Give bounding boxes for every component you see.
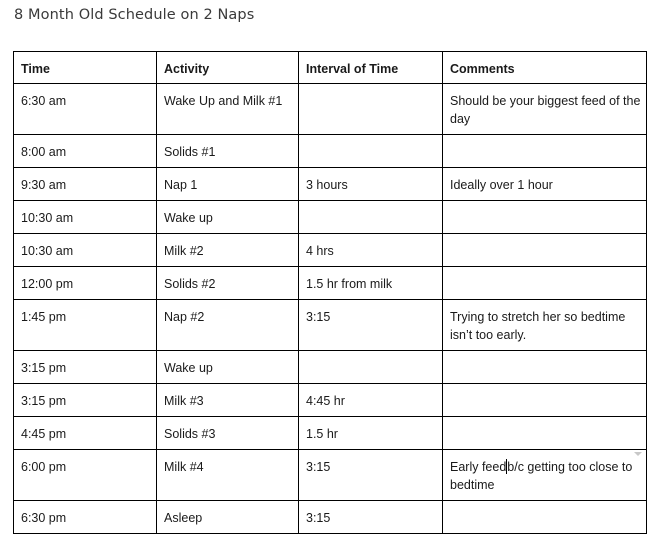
interval-cell[interactable]: 3:15 bbox=[299, 501, 443, 534]
time-cell[interactable]: 6:30 pm bbox=[14, 501, 157, 534]
comments-cell[interactable] bbox=[443, 351, 647, 384]
time-cell[interactable]: 10:30 am bbox=[14, 234, 157, 267]
comments-cell[interactable] bbox=[443, 501, 647, 534]
time-cell[interactable]: 4:45 pm bbox=[14, 417, 157, 450]
comments-cell[interactable] bbox=[443, 450, 647, 501]
comments-cell[interactable] bbox=[443, 384, 647, 417]
time-cell[interactable]: 10:30 am bbox=[14, 201, 157, 234]
table-row bbox=[14, 84, 647, 135]
comments-cell[interactable] bbox=[443, 234, 647, 267]
comments-cell[interactable] bbox=[443, 201, 647, 234]
page-title: 8 Month Old Schedule on 2 Naps bbox=[14, 7, 255, 23]
table-row bbox=[14, 450, 647, 501]
interval-cell[interactable]: 3:15 bbox=[299, 450, 443, 501]
time-cell[interactable]: 6:30 am bbox=[14, 84, 157, 135]
column-header-activity[interactable]: Activity bbox=[157, 52, 299, 84]
interval-cell[interactable] bbox=[299, 135, 443, 168]
interval-cell[interactable]: 1.5 hr bbox=[299, 417, 443, 450]
time-cell[interactable]: 3:15 pm bbox=[14, 384, 157, 417]
activity-cell[interactable]: Asleep bbox=[157, 501, 299, 534]
activity-cell[interactable]: Solids #3 bbox=[157, 417, 299, 450]
table-row bbox=[14, 135, 647, 168]
interval-cell[interactable]: 3 hours bbox=[299, 168, 443, 201]
comments-cell[interactable] bbox=[443, 267, 647, 300]
time-cell[interactable]: 9:30 am bbox=[14, 168, 157, 201]
interval-cell[interactable] bbox=[299, 84, 443, 135]
cell-dropdown-icon[interactable] bbox=[634, 452, 642, 456]
table-row bbox=[14, 501, 647, 534]
time-cell[interactable]: 6:00 pm bbox=[14, 450, 157, 501]
table-row bbox=[14, 384, 647, 417]
column-header-time[interactable]: Time bbox=[14, 52, 157, 84]
table-header-row bbox=[14, 52, 647, 84]
table-row bbox=[14, 267, 647, 300]
table-row bbox=[14, 201, 647, 234]
comments-cell[interactable] bbox=[443, 417, 647, 450]
comment-text-before-cursor: Early feed bbox=[450, 460, 507, 474]
interval-cell[interactable]: 1.5 hr from milk bbox=[299, 267, 443, 300]
table-row bbox=[14, 168, 647, 201]
comments-cell[interactable]: Should be your biggest feed of the day bbox=[443, 84, 647, 135]
time-cell[interactable]: 3:15 pm bbox=[14, 351, 157, 384]
schedule-table bbox=[13, 51, 647, 534]
time-cell[interactable]: 12:00 pm bbox=[14, 267, 157, 300]
activity-cell[interactable]: Wake Up and Milk #1 bbox=[157, 84, 299, 135]
table-row bbox=[14, 300, 647, 351]
time-cell[interactable]: 8:00 am bbox=[14, 135, 157, 168]
activity-cell[interactable]: Nap #2 bbox=[157, 300, 299, 351]
activity-cell[interactable]: Wake up bbox=[157, 351, 299, 384]
activity-cell[interactable]: Solids #1 bbox=[157, 135, 299, 168]
activity-cell[interactable]: Wake up bbox=[157, 201, 299, 234]
activity-cell[interactable]: Milk #4 bbox=[157, 450, 299, 501]
activity-cell[interactable]: Milk #2 bbox=[157, 234, 299, 267]
comments-cell[interactable]: Trying to stretch her so bedtime isn’t too early. bbox=[443, 300, 647, 351]
table-row bbox=[14, 234, 647, 267]
time-cell[interactable]: 1:45 pm bbox=[14, 300, 157, 351]
comment-text-after-cursor: b/c getting too close to bedtime bbox=[450, 460, 633, 492]
interval-cell[interactable]: 3:15 bbox=[299, 300, 443, 351]
comments-cell[interactable] bbox=[443, 135, 647, 168]
table-row bbox=[14, 351, 647, 384]
interval-cell[interactable] bbox=[299, 201, 443, 234]
activity-cell[interactable]: Nap 1 bbox=[157, 168, 299, 201]
interval-cell[interactable]: 4 hrs bbox=[299, 234, 443, 267]
column-header-comments[interactable]: Comments bbox=[443, 52, 647, 84]
column-header-interval[interactable]: Interval of Time bbox=[299, 52, 443, 84]
comments-cell[interactable]: Ideally over 1 hour bbox=[443, 168, 647, 201]
activity-cell[interactable]: Solids #2 bbox=[157, 267, 299, 300]
table-row bbox=[14, 417, 647, 450]
interval-cell[interactable]: 4:45 hr bbox=[299, 384, 443, 417]
activity-cell[interactable]: Milk #3 bbox=[157, 384, 299, 417]
interval-cell[interactable] bbox=[299, 351, 443, 384]
